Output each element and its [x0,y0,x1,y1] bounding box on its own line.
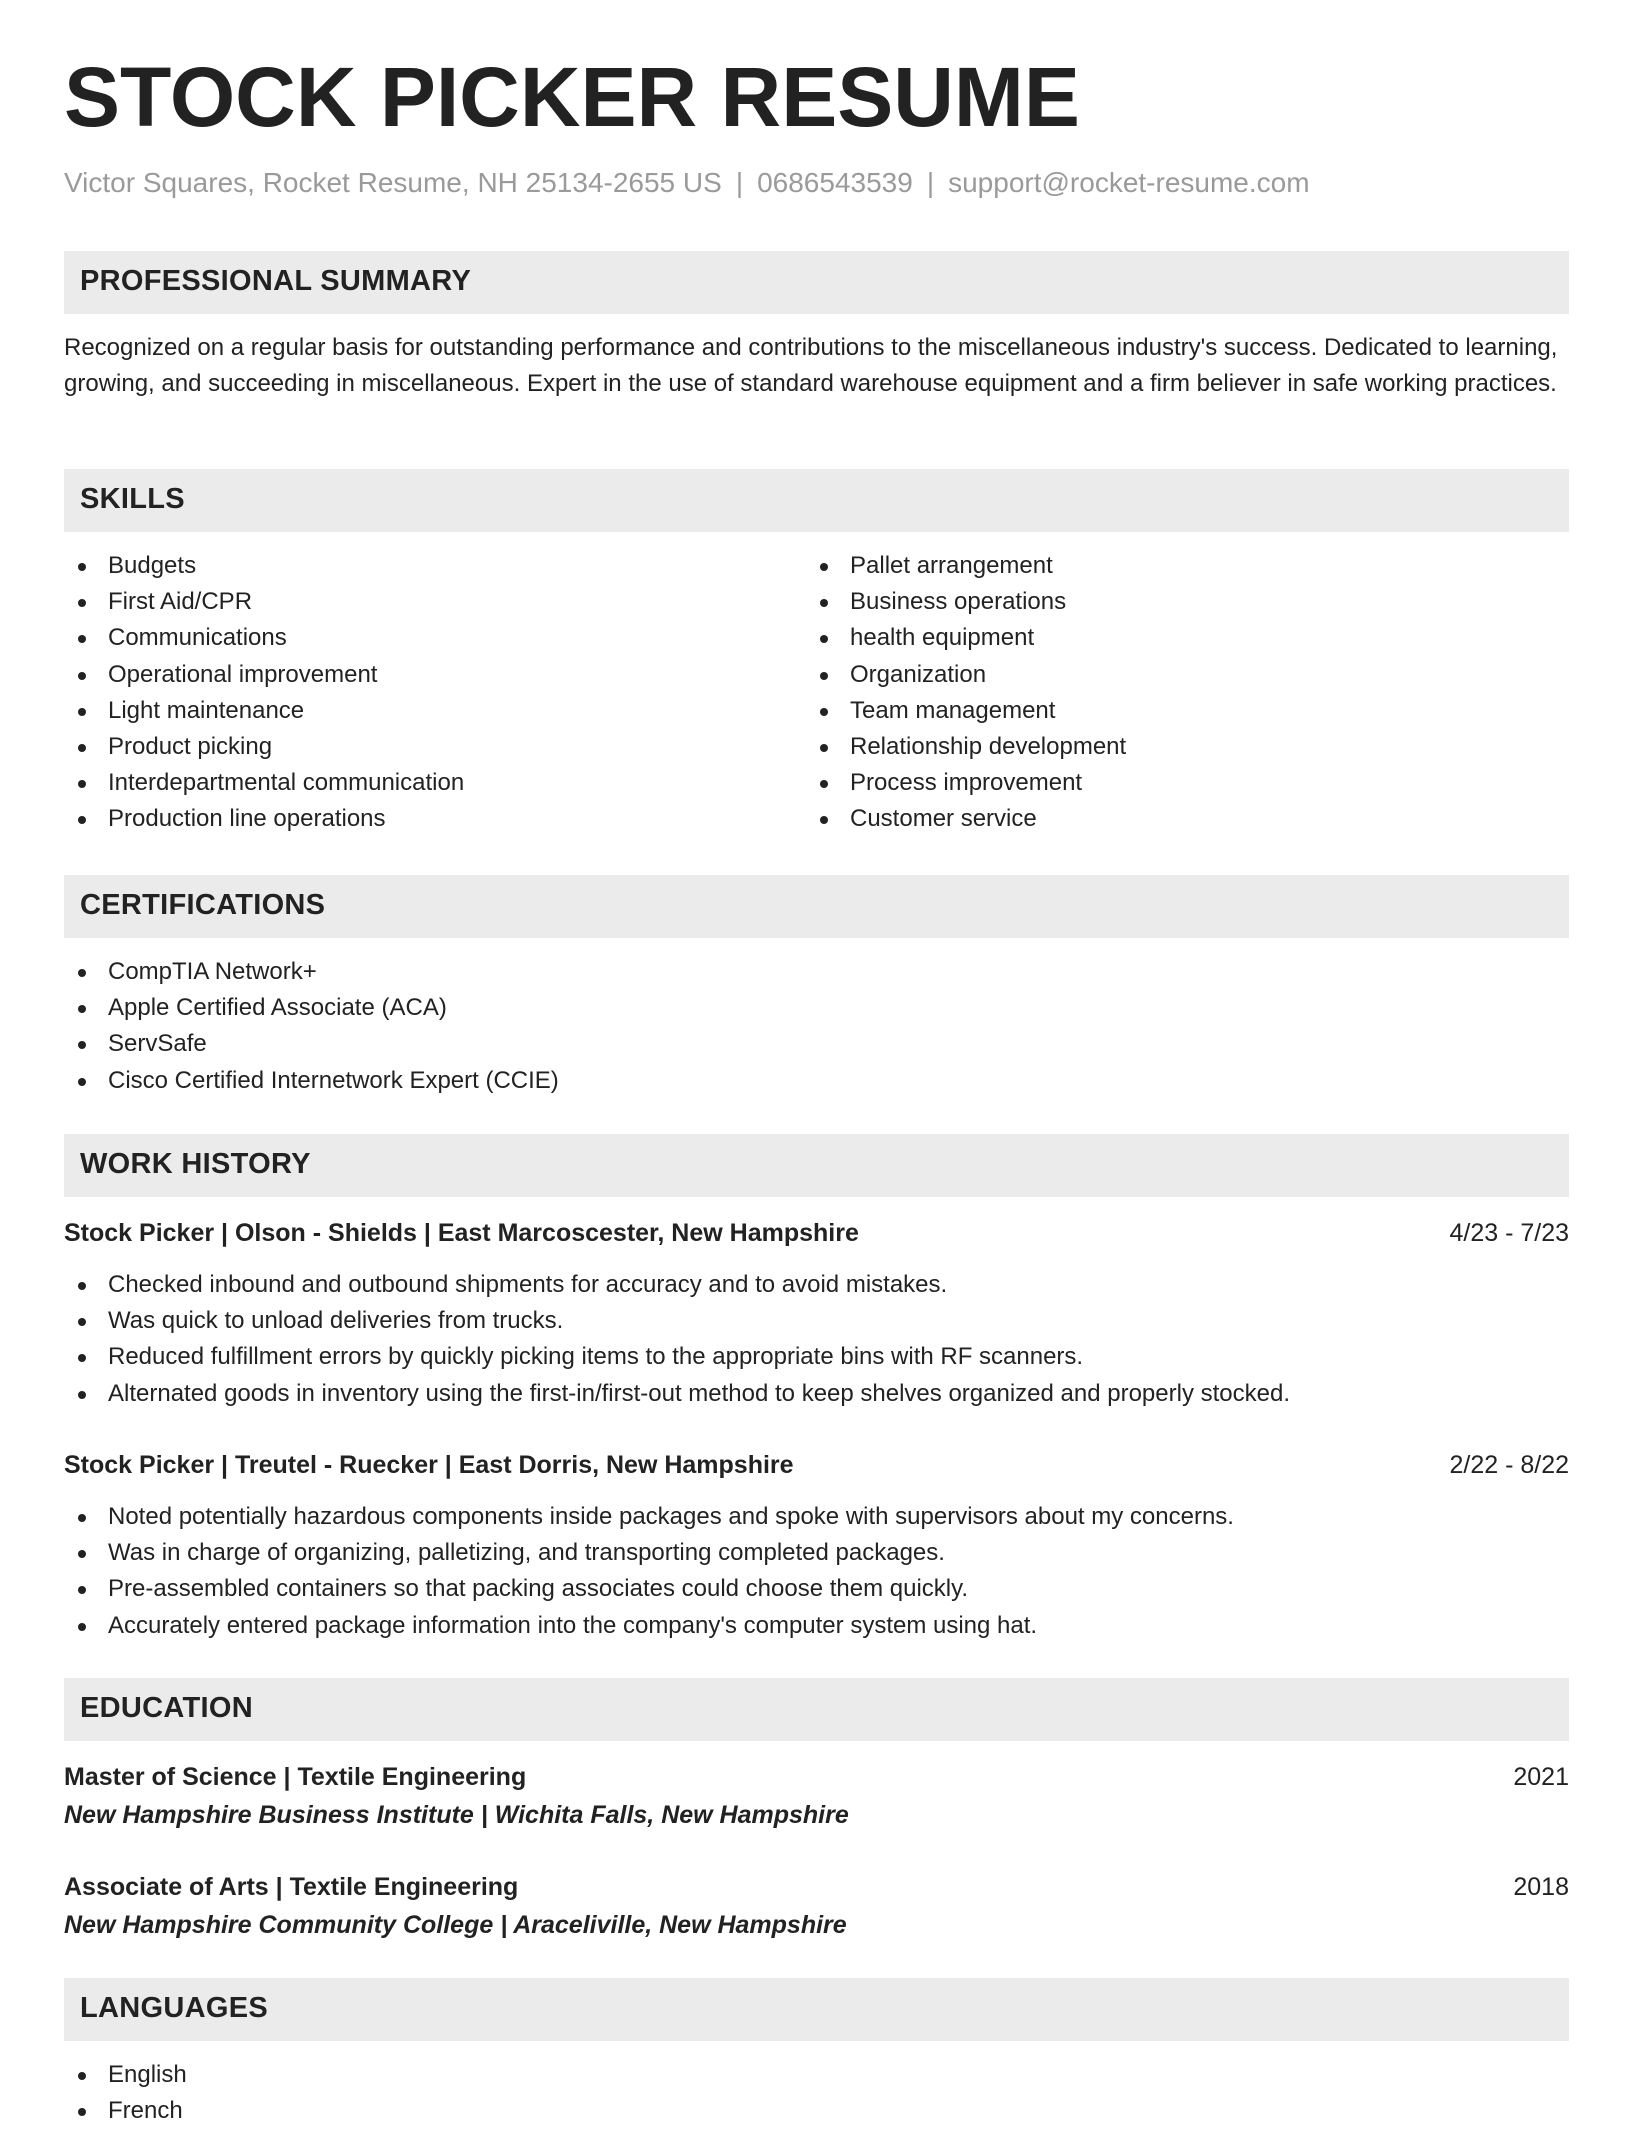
job-title: Stock Picker | Olson - Shields | East Marcoscester, New Hampshire [64,1219,859,1247]
job-bullet: Was quick to unload deliveries from trucks. [64,1303,1290,1339]
skill-item: Communications [64,620,464,656]
contact-separator: | [735,167,744,198]
skill-item: Relationship development [806,729,1126,765]
education-year: 2018 [1513,1873,1569,1901]
job-bullet: Reduced fulfillment errors by quickly picking items to the appropriate bins with RF scanners. [64,1339,1290,1375]
summary-heading-bar [64,251,1569,314]
skills-list-right [806,548,1126,838]
language-item: English [64,2057,187,2093]
education-degree: Associate of Arts | Textile Engineering [64,1873,519,1901]
contact-phone: 0686543539 [757,167,913,198]
work-heading: WORK HISTORY [80,1148,311,1180]
skill-item: Production line operations [64,801,464,837]
job-bullet: Alternated goods in inventory using the first-in/first-out method to keep shelves organized and properly stocked. [64,1376,1290,1412]
skill-item: Interdepartmental communication [64,765,464,801]
summary-heading: PROFESSIONAL SUMMARY [80,265,472,297]
certifications-heading-bar [64,875,1569,938]
job-bullet: Accurately entered package information into the company's computer system using hat. [64,1608,1234,1644]
job-header [64,1447,1569,1483]
skill-item: Budgets [64,548,464,584]
skill-item: First Aid/CPR [64,584,464,620]
certifications-list [64,954,559,1099]
job-bullet: Checked inbound and outbound shipments for accuracy and to avoid mistakes. [64,1267,1290,1303]
certification-item: Cisco Certified Internetwork Expert (CCIE) [64,1063,559,1099]
education-school: New Hampshire Business Institute | Wichita Falls, New Hampshire [64,1801,849,1829]
skills-heading-bar [64,469,1569,532]
resume-title: STOCK PICKER RESUME [64,50,1080,144]
job-bullet: Was in charge of organizing, palletizing, and transporting completed packages. [64,1535,1234,1571]
skills-list-left [64,548,464,838]
job-bullet: Pre-assembled containers so that packing associates could choose them quickly. [64,1571,1234,1607]
education-degree: Master of Science | Textile Engineering [64,1763,527,1791]
contact-email[interactable]: support@rocket-resume.com [948,167,1310,198]
skill-item: health equipment [806,620,1126,656]
skill-item: Operational improvement [64,657,464,693]
skill-item: Process improvement [806,765,1126,801]
job-dates: 4/23 - 7/23 [1449,1219,1569,1247]
contact-separator: | [926,167,935,198]
contact-line [64,167,1310,199]
skill-item: Business operations [806,584,1126,620]
contact-address: Victor Squares, Rocket Resume, NH 25134-2655 US [64,167,722,198]
education-heading: EDUCATION [80,1692,253,1724]
education-year: 2021 [1513,1763,1569,1791]
skill-item: Organization [806,657,1126,693]
education-header [64,1759,1569,1795]
languages-heading-bar [64,1978,1569,2041]
education-header [64,1869,1569,1905]
skill-item: Pallet arrangement [806,548,1126,584]
job-header [64,1215,1569,1251]
job-title: Stock Picker | Treutel - Ruecker | East Dorris, New Hampshire [64,1451,794,1479]
skill-item: Light maintenance [64,693,464,729]
education-school: New Hampshire Community College | Araceliville, New Hampshire [64,1911,847,1939]
job-dates: 2/22 - 8/22 [1449,1451,1569,1479]
languages-heading: LANGUAGES [80,1992,268,2024]
certification-item: Apple Certified Associate (ACA) [64,990,559,1026]
education-heading-bar [64,1678,1569,1741]
skill-item: Customer service [806,801,1126,837]
skill-item: Product picking [64,729,464,765]
language-item: French [64,2093,187,2129]
certification-item: CompTIA Network+ [64,954,559,990]
summary-text: Recognized on a regular basis for outstanding performance and contributions to the miscellaneous industry's success. Dedicated to learning, growing, and succeeding in miscellaneous. Expert in the use of standard warehouse equipment and a firm believer in safe working practices. [64,334,1558,397]
certification-item: ServSafe [64,1026,559,1062]
job-bullet: Noted potentially hazardous components inside packages and spoke with supervisors about my concerns. [64,1499,1234,1535]
skill-item: Team management [806,693,1126,729]
work-heading-bar [64,1134,1569,1197]
job-bullets [64,1499,1234,1644]
skills-heading: SKILLS [80,483,185,515]
languages-list [64,2057,187,2129]
certifications-heading: CERTIFICATIONS [80,889,326,921]
job-bullets [64,1267,1290,1412]
